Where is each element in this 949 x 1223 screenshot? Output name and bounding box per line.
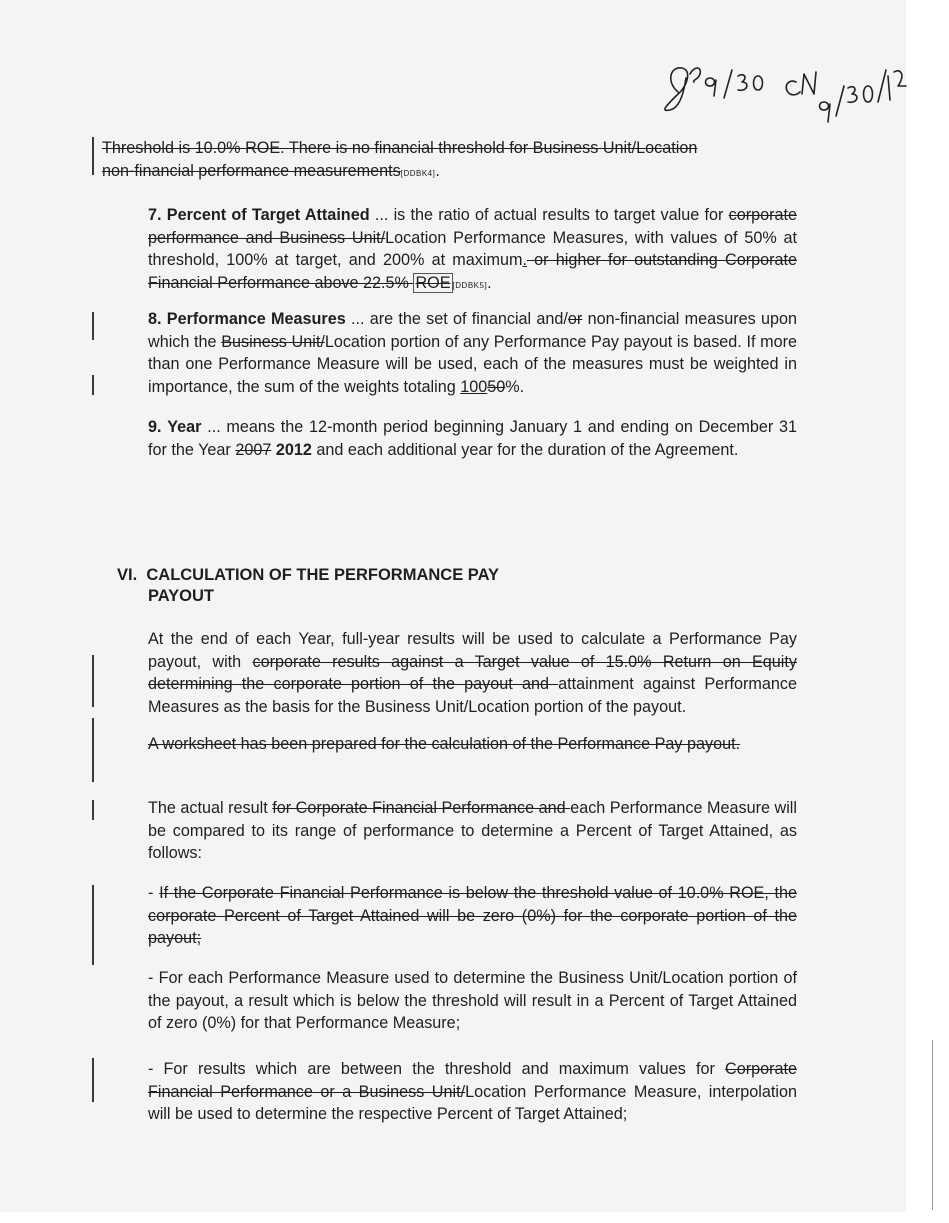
- comment-tag-ddbk4: [DDBK4]: [400, 168, 436, 178]
- bullet-interpolation-text-b: Location Performance Measure, interpolation will be used to determine the respective Percent of Target Attained;: [148, 1082, 797, 1123]
- definition-9-number: 9.: [148, 418, 162, 436]
- revision-bar: [92, 800, 94, 820]
- threshold-struck-line1: Threshold is 10.0% ROE. There is no financial threshold for Business Unit/Location: [102, 139, 698, 157]
- definition-7-end-period: .: [487, 273, 492, 292]
- threshold-paragraph: [102, 137, 797, 185]
- definition-8-struck-or: or: [567, 310, 583, 328]
- calculation-intro-text-a: At the end of each Year, full-year results will be used to calculate a Performance Pay payout, with: [148, 630, 797, 671]
- actual-result-struck: for Corporate Financial Performance and: [272, 799, 571, 817]
- revision-bar: [92, 718, 94, 782]
- revision-bar: [92, 1058, 94, 1102]
- definition-8-struck-50: 50: [487, 377, 506, 396]
- definition-9-struck-year: 2007: [235, 440, 272, 459]
- definition-7-text-a: ... is the ratio of actual results to target value for: [369, 206, 729, 224]
- revision-bar: [92, 655, 94, 707]
- scan-edge-right: [906, 0, 949, 1223]
- definition-8-struck-bu: Business Unit/: [221, 332, 325, 351]
- bullet-interpolation-struck: Corporate Financial Performance or a Business Unit/: [148, 1060, 797, 1101]
- comment-tag-ddbk5: [DDBK5]: [452, 280, 488, 290]
- definition-9-term: Year: [167, 418, 202, 436]
- definition-8-text-a: ... are the set of financial and/: [345, 310, 568, 328]
- definition-9-text-a: ... means the 12-month period beginning January 1 and ending on December 31 for the Year: [148, 418, 797, 459]
- definition-8-end: %.: [505, 377, 525, 396]
- definition-8-number: 8.: [148, 310, 162, 328]
- threshold-end-period: .: [435, 161, 440, 180]
- worksheet-struck-text: A worksheet has been prepared for the calculation of the Performance Pay payout.: [148, 735, 741, 753]
- definition-7-term: Percent of Target Attained: [166, 206, 370, 224]
- bullet-corporate-paragraph: [102, 882, 797, 950]
- definition-9-paragraph: [102, 416, 797, 461]
- section-heading: [117, 565, 499, 607]
- calculation-intro-struck: corporate results against a Target value of 15.0% Return on Equity determining the corporate portion of the payout and: [148, 652, 797, 693]
- definition-7-number: 7.: [148, 206, 162, 224]
- definition-8-term: Performance Measures: [166, 310, 346, 328]
- definition-7-struck-roe: ROE: [415, 273, 451, 292]
- definition-9-new-year: 2012: [275, 440, 312, 459]
- definition-8-text-c: Location portion of any Performance Pay payout is based. If more than one Performance Measure will be used, each of the measures must be weighted in importance, the sum of the weights totaling: [148, 332, 797, 396]
- bullet-measure-paragraph: [102, 967, 797, 1035]
- actual-result-text-b: each Performance Measure will be compared to its range of performance to determine a Percent of Target Attained, as follows:: [148, 799, 797, 862]
- bullet-corporate-struck: If the Corporate Financial Performance is below the threshold value of 10.0% ROE, the corporate Percent of Target Attained will be zero (0%) for the corporate portion of the payout;: [148, 884, 798, 947]
- section-number: VI.: [117, 566, 138, 584]
- definition-7-inserted-period: .: [522, 251, 527, 269]
- definition-8-text-b: non-financial measures upon which the: [148, 310, 797, 351]
- handwritten-initials-signature: [648, 52, 908, 142]
- definition-8-inserted-100: 100: [460, 377, 488, 396]
- definition-8-paragraph: [102, 308, 797, 398]
- section-title-line1: CALCULATION OF THE PERFORMANCE PAY: [146, 566, 499, 584]
- bullet-interpolation-text-a: - For results which are between the threshold and maximum values for: [148, 1060, 725, 1078]
- bullet-corporate-dash: -: [148, 884, 160, 902]
- scan-artifact-line: [932, 1040, 933, 1210]
- actual-result-text-a: The actual result: [148, 799, 273, 817]
- actual-result-paragraph: [102, 797, 797, 865]
- worksheet-paragraph: [102, 733, 797, 756]
- threshold-struck-line2: non-financial performance measurements: [102, 161, 401, 180]
- section-title-line2: PAYOUT: [148, 587, 215, 605]
- bullet-measure-text: - For each Performance Measure used to determine the Business Unit/Location portion of the payout, a result which is below the threshold will result in a Percent of Target Attained of zero (0%) for that Performance Measure;: [148, 969, 797, 1032]
- revision-bar: [92, 375, 94, 395]
- revision-bar: [92, 137, 94, 175]
- definition-7-paragraph: [102, 204, 797, 297]
- definition-7-struck-b: or higher for outstanding Corporate Financial Performance above 22.5%: [148, 251, 797, 292]
- calculation-intro-paragraph: [102, 628, 797, 718]
- definition-7-struck-a: corporate performance and Business Unit/: [148, 206, 797, 247]
- revision-bar: [92, 885, 94, 965]
- scan-edge-bottom: [0, 1212, 949, 1223]
- definition-9-text-b: and each additional year for the duration of the Agreement.: [311, 440, 739, 459]
- calculation-intro-text-b: attainment against Performance Measures as the basis for the Business Unit/Location portion of the payout.: [148, 675, 797, 716]
- bullet-interpolation-paragraph: [102, 1058, 797, 1126]
- definition-7-text-b: Location Performance Measures, with values of 50% at threshold, 100% at target, and 200% at maximum: [148, 228, 797, 269]
- revision-bar: [92, 312, 94, 340]
